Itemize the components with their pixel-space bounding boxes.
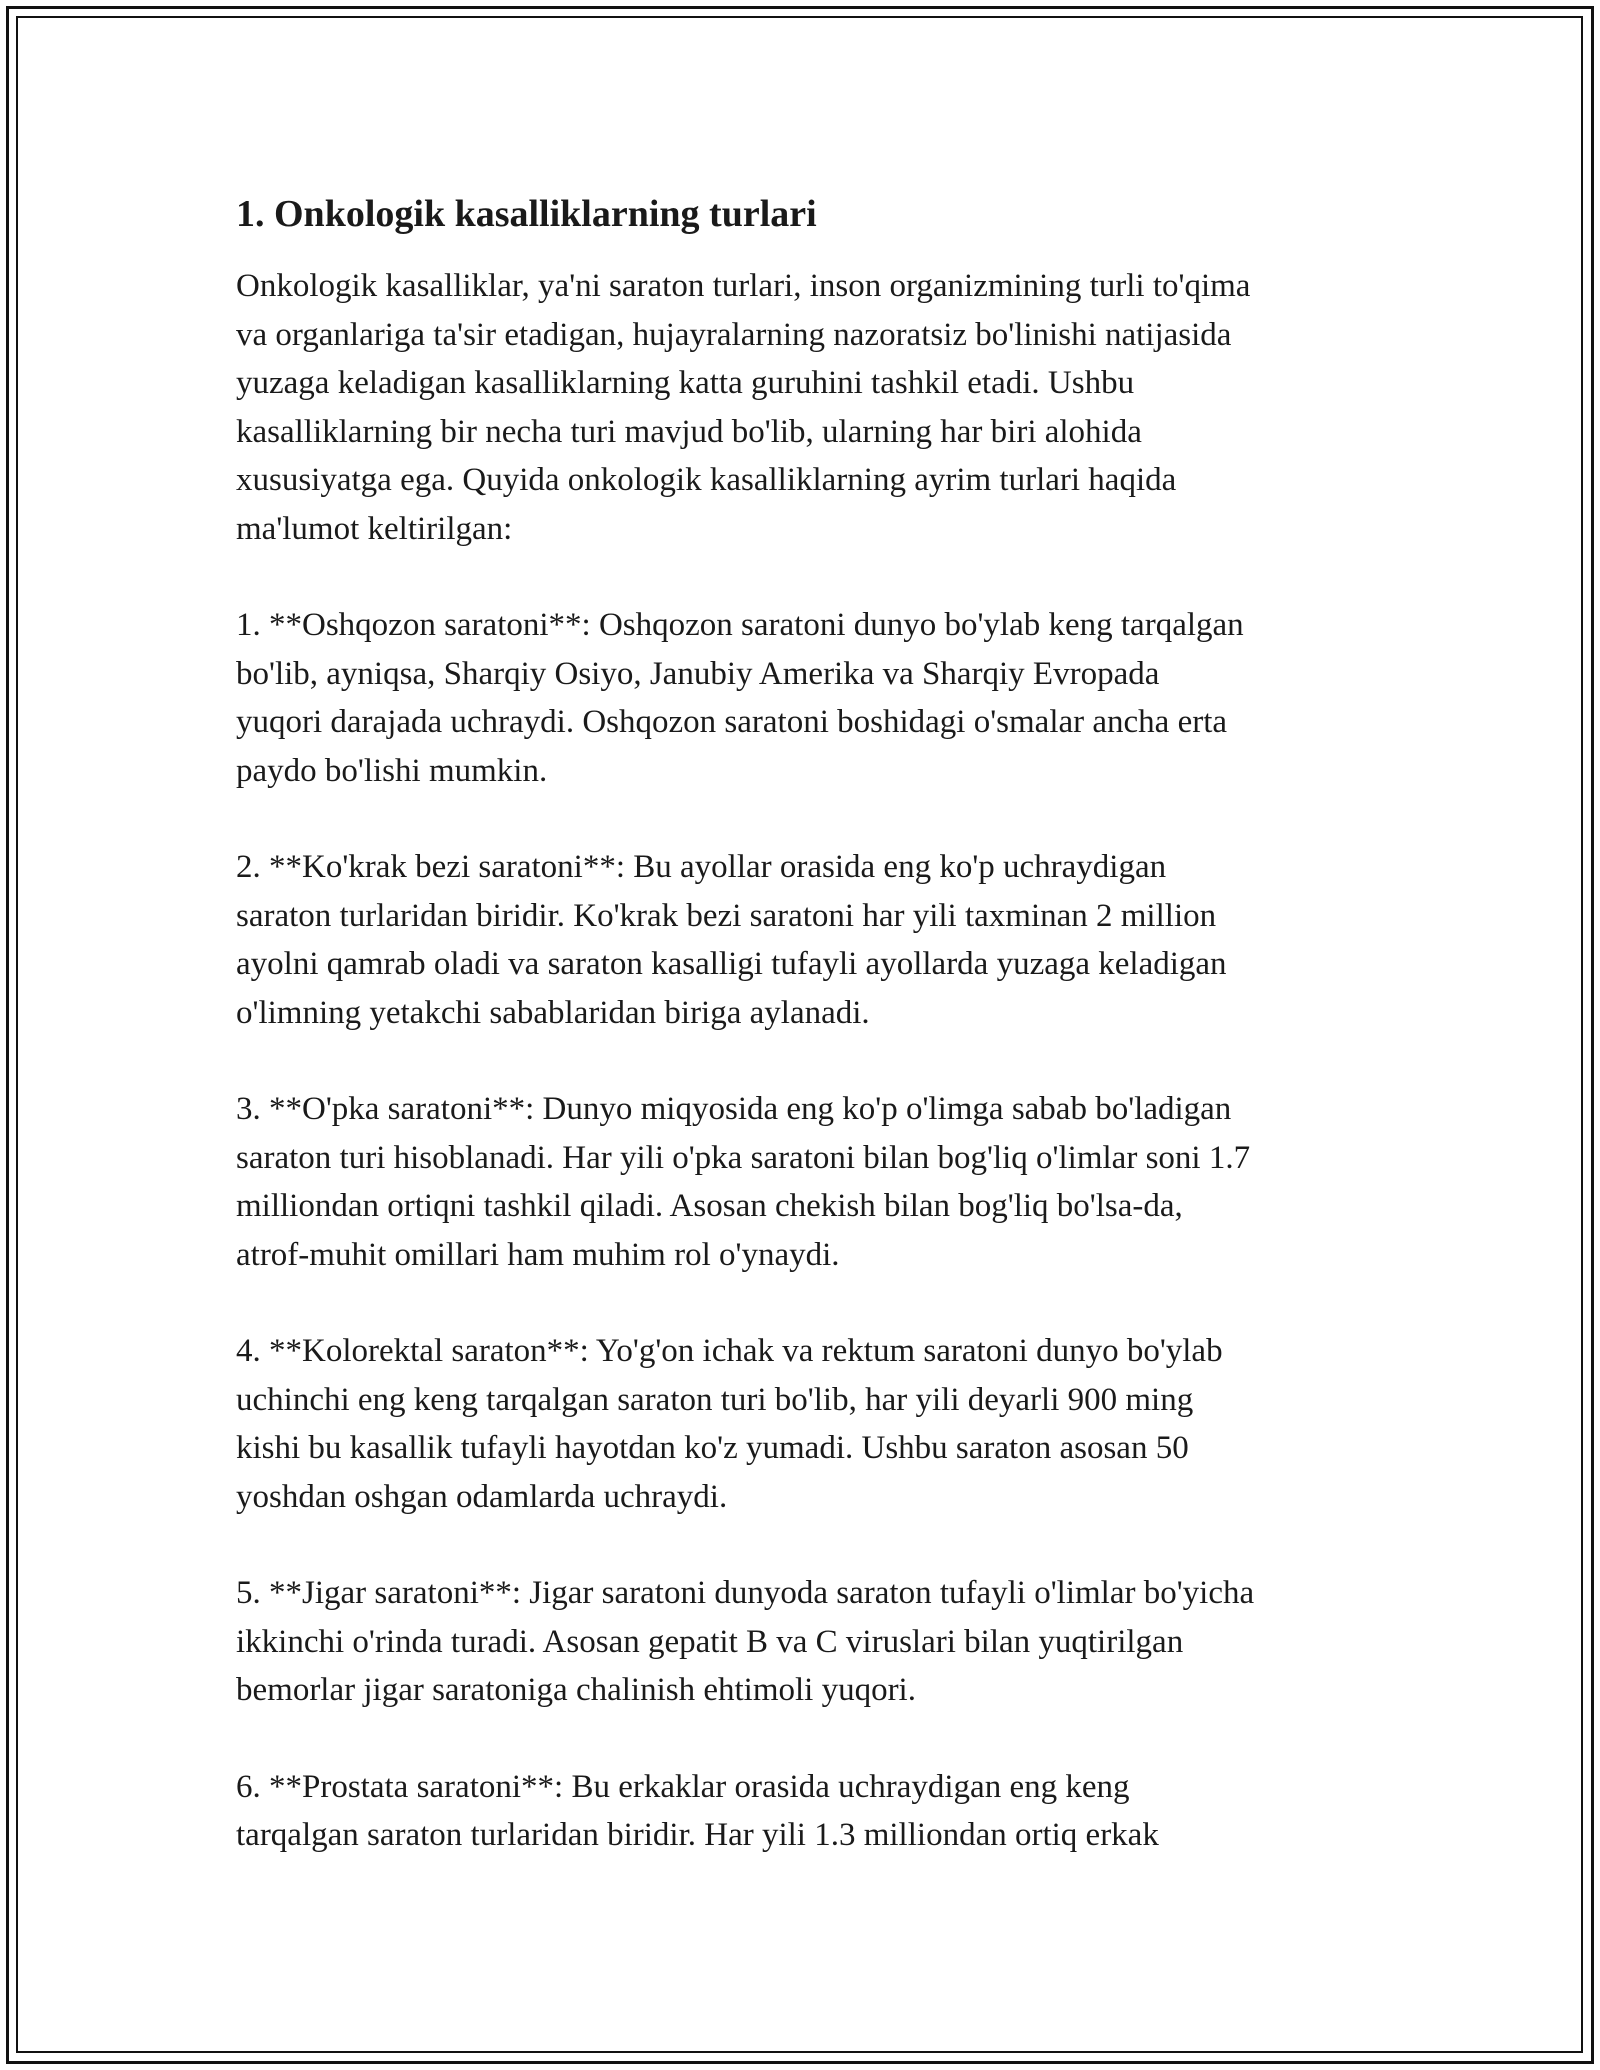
list-item-breast-cancer: 2. **Ko'krak bezi saratoni**: Bu ayollar orasida eng ko'p uchraydigan saraton turlaridan biridir. Ko'krak bezi saratoni har yili taxminan 2 million ayolni qamrab oladi va saraton kasalligi tufayli ayollarda yuzaga keladigan o'limning yetakchi sabablaridan biriga aylanadi. xyxy=(236,849,1227,1031)
list-item-liver-cancer: 5. **Jigar saratoni**: Jigar saratoni dunyoda saraton tufayli o'limlar bo'yicha ikkinchi o'rinda turadi. Asosan gepatit B va C viruslari bilan yuqtirilgan bemorlar jigar saratoniga chalinish ehtimoli yuqori. xyxy=(236,1575,1255,1708)
list-item-prostate-cancer: 6. **Prostata saratoni**: Bu erkaklar orasida uchraydigan eng keng tarqalgan saraton turlaridan biridir. Har yili 1.3 milliondan ortiq erkak xyxy=(236,1768,1159,1853)
list-item-stomach-cancer: 1. **Oshqozon saratoni**: Oshqozon saratoni dunyo bo'ylab keng tarqalgan bo'lib, ayniqsa, Sharqiy Osiyo, Janubiy Amerika va Sharqiy Evropada yuqori darajada uchraydi. Oshqozon saratoni boshidagi o'smalar ancha erta paydo bo'lishi mumkin. xyxy=(236,607,1244,789)
list-item-colorectal-cancer: 4. **Kolorektal saraton**: Yo'g'on ichak va rektum saratoni dunyo bo'ylab uchinchi eng keng tarqalgan saraton turi bo'lib, har yili deyarli 900 ming kishi bu kasallik tufayli hayotdan ko'z yumadi. Ushbu saraton asosan 50 yoshdan oshgan odamlarda uchraydi. xyxy=(236,1333,1223,1515)
intro-paragraph: Onkologik kasalliklar, ya'ni saraton turlari, inson organizmining turli to'qima va organlariga ta'sir etadigan, hujayralarning nazoratsiz bo'linishi natijasida yuzaga keladigan kasalliklarning katta guruhini tashkil etadi. Ushbu kasalliklarning bir necha turi mavjud bo'lib, ularning har biri alohida xususiyatga ega. Quyida onkologik kasalliklarning ayrim turlari haqida ma'lumot keltirilgan: xyxy=(236,268,1251,547)
document-body xyxy=(236,186,1386,1860)
list-item-lung-cancer: 3. **O'pka saratoni**: Dunyo miqyosida eng ko'p o'limga sabab bo'ladigan saraton turi hisoblanadi. Har yili o'pka saratoni bilan bog'liq o'limlar soni 1.7 milliondan ortiqni tashkil qiladi. Asosan chekish bilan bog'liq bo'lsa-da, atrof-muhit omillari ham muhim rol o'ynaydi. xyxy=(236,1091,1251,1273)
section-heading: 1. Onkologik kasalliklarning turlari xyxy=(236,193,817,235)
